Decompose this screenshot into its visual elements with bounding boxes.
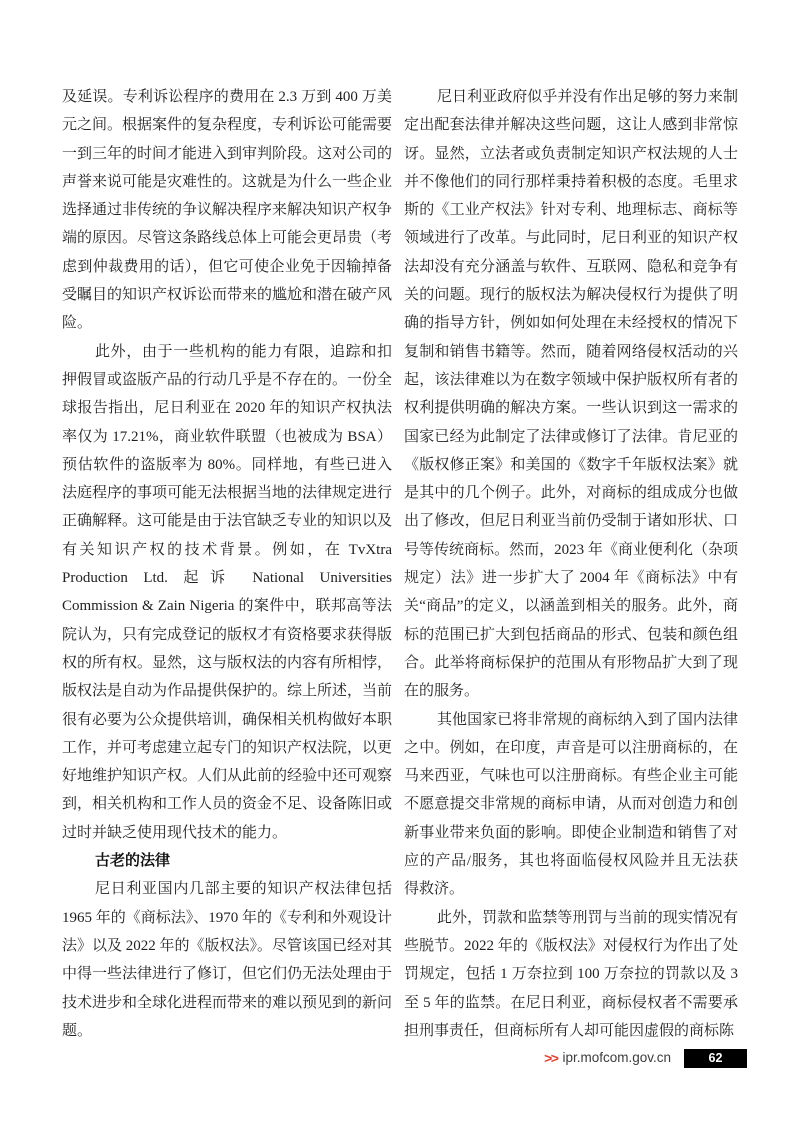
left-column xyxy=(62,83,392,1045)
double-chevron-icon: >> xyxy=(544,1050,558,1066)
paragraph-enforcement: 此外，由于一些机构的能力有限，追踪和扣押假冒或盗版产品的行动几乎是不存在的。一份全球报告指出，尼日利亚在 2020 年的知识产权执法率仅为 17.21%，商业软件联盟（也被成为 BSA）预估软件的盗版率为 80%。同样地，有些已进入法庭程序的事项可能无法根据当地的法律规定进行正确解释。这可能是由于法官缺乏专业的知识以及有关知识产权的技术背景。例如，在 TvXtra Production Ltd. 起诉 National Universities Commission & Zain Nigeria 的案件中，联邦高等法院认为，只有完成登记的版权才有资格要求获得版权的所有权。显然，这与版权法的内容有所相悖，版权法是自动为作品提供保护的。综上所述，当前很有必要为公众提供培训，确保相关机构做好本职工作，并可考虑建立起专门的知识产权法院，以更好地维护知识产权。人们从此前的经验中还可观察到，相关机构和工作人员的资金不足、设备陈旧或过时并缺乏使用现代技术的能力。 xyxy=(62,343,393,841)
footer-site-url: ipr.mofcom.gov.cn xyxy=(562,1050,671,1066)
two-column-text-body xyxy=(62,83,738,1045)
page-footer xyxy=(544,1048,747,1068)
paragraph-penalties: 此外，罚款和监禁等刑罚与当前的现实情况有些脱节。2022 年的《版权法》对侵权行为作出了处罚规定，包括 1 万奈拉到 100 万奈拉的罚款以及 3 至 5 年的监禁。在尼日利亚，商标侵权者不需要承担刑事责任，但商标所有人却可能因虚假的商标陈 xyxy=(404,909,738,1039)
right-column xyxy=(404,83,738,1045)
section-heading-old-laws: 古老的法律 xyxy=(95,852,171,870)
paragraph-litigation-costs: 及延误。专利诉讼程序的费用在 2.3 万到 400 万美元之间。根据案件的复杂程度，专利诉讼可能需要一到三年的时间才能进入到审判阶段。这对公司的声誉来说可能是灾难性的。这就是为什么一些企业选择通过非传统的争议解决程序来解决知识产权争端的原因。尽管这条路线总体上可能会更昂贵（考虑到仲裁费用的话），但它可使企业免于因输掉备受瞩目的知识产权诉讼而带来的尴尬和潜在破产风险。 xyxy=(62,89,393,332)
paragraph-nonconventional-marks: 其他国家已将非常规的商标纳入到了国内法律之中。例如，在印度，声音是可以注册商标的，在马来西亚，气味也可以注册商标。有些企业主可能不愿意提交非常规的商标申请，从而对创造力和创新事业带来负面的影响。即使企业制造和销售了对应的产品/服务，其也将面临侵权风险并且无法获得救济。 xyxy=(404,711,738,898)
page-number-badge: 62 xyxy=(684,1049,747,1068)
paragraph-government-effort: 尼日利亚政府似乎并没有作出足够的努力来制定出配套法律并解决这些问题，这让人感到非常惊讶。显然，立法者或负责制定知识产权法规的人士并不像他们的同行那样秉持着积极的态度。毛里求斯的《工业产权法》针对专利、地理标志、商标等领域进行了改革。与此同时，尼日利亚的知识产权法却没有充分涵盖与软件、互联网、隐私和竞争有关的问题。现行的版权法为解决侵权行为提供了明确的指导方针，例如如何处理在未经授权的情况下复制和销售书籍等。然而，随着网络侵权活动的兴起，该法律难以为在数字领域中保护版权所有者的权利提供明确的解决方案。一些认识到这一需求的国家已经为此制定了法律或修订了法律。肯尼亚的《版权修正案》和美国的《数字千年版权法案》就是其中的几个例子。此外，对商标的组成成分也做出了修改，但尼日利亚当前仍受制于诸如形状、口号等传统商标。然而，2023 年《商业便利化（杂项规定）法》进一步扩大了 2004 年《商标法》中有关“商品”的定义，以涵盖到相关的服务。此外，商标的范围已扩大到包括商品的形式、包装和颜色组合。此举将商标保护的范围从有形物品扩大到了现在的服务。 xyxy=(404,89,738,700)
paragraph-old-laws: 尼日利亚国内几部主要的知识产权法律包括 1965 年的《商标法》、1970 年的《专利和外观设计法》以及 2022 年的《版权法》。尽管该国已经对其中得一些法律进行了修订，但它们仍无法处理由于技术进步和全球化进程而带来的难以预见到的新问题。 xyxy=(62,881,393,1039)
